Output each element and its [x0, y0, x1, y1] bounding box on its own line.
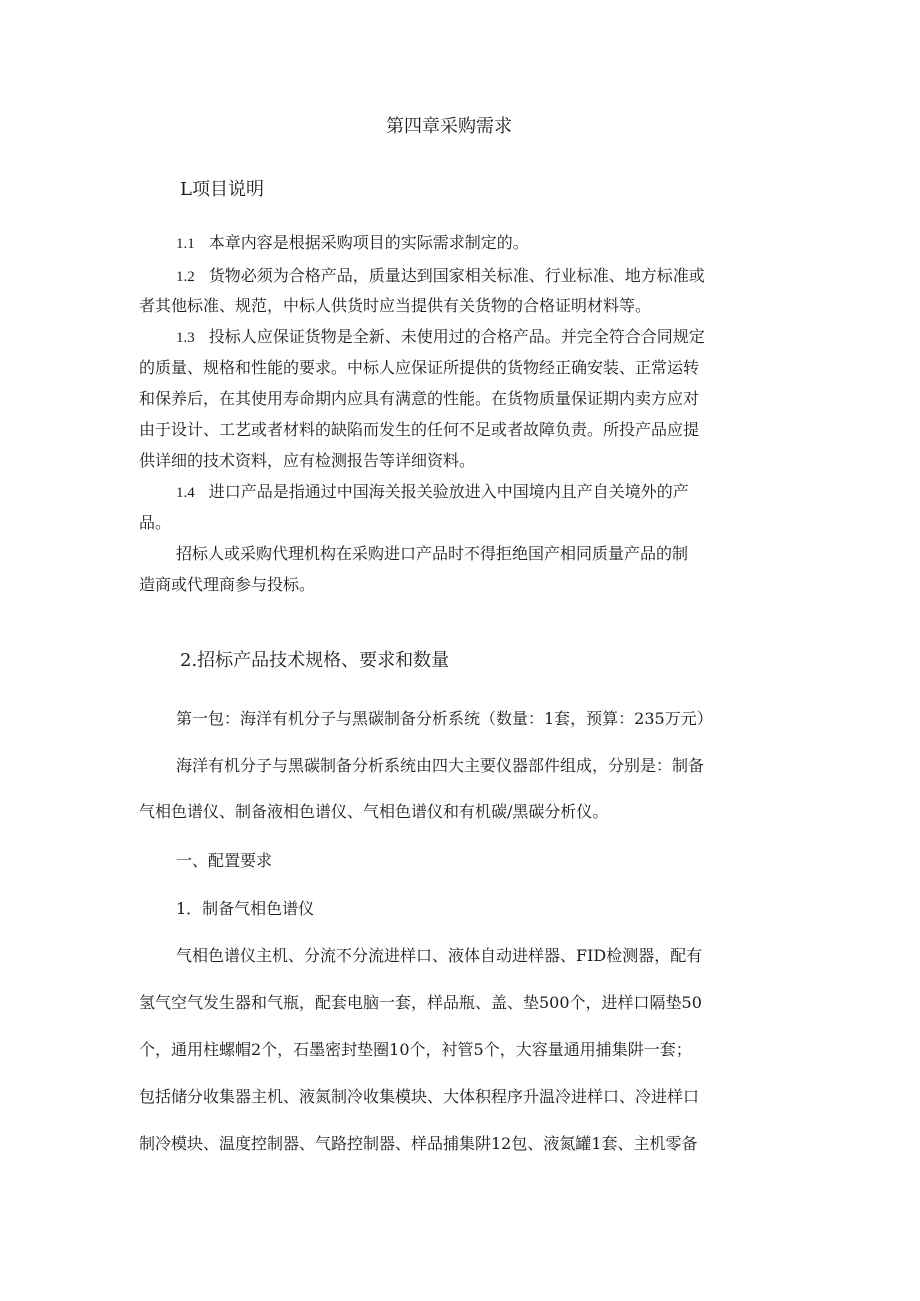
item-text: 进口产品是指通过中国海关报关验放进入中国境内且产自关境外的产	[208, 482, 689, 501]
item-text: 本章内容是根据采购项目的实际需求制定的。	[208, 233, 529, 252]
item-text: 投标人应保证货物是全新、未使用过的合格产品。并完全符合合同规定	[208, 327, 705, 346]
config-subheading: 一、配置要求	[176, 851, 273, 870]
item-number: 1.3	[176, 330, 195, 346]
item-1-4	[176, 482, 689, 503]
package-line: 第一包：海洋有机分子与黑碳制备分析系统（数量：1套，预算：235万元）	[176, 709, 713, 728]
item-text: 货物必须为合格产品，质量达到国家相关标准、行业标准、地方标准或	[208, 266, 705, 285]
config-line: 气相色谱仪主机、分流不分流进样口、液体自动进样器、FID检测器，配有	[176, 946, 703, 965]
item-number: 1.2	[176, 269, 195, 285]
text-line: 和保养后，在其使用寿命期内应具有满意的性能。在货物质量保证期内卖方应对	[139, 389, 700, 408]
text-line: 品。	[139, 513, 172, 532]
intro-line: 气相色谱仪、制备液相色谱仪、气相色谱仪和有机碳/黑碳分析仪。	[139, 802, 609, 821]
text-line: 者其他标准、规范，中标人供货时应当提供有关货物的合格证明材料等。	[139, 296, 652, 315]
config-line: 包括储分收集器主机、液氮制冷收集模块、大体积程序升温冷进样口、冷进样口	[139, 1087, 700, 1106]
config-line: 制冷模块、温度控制器、气路控制器、样品捕集阱12包、液氮罐1套、主机零备	[139, 1134, 698, 1153]
intro-line: 海洋有机分子与黑碳制备分析系统由四大主要仪器部件组成，分别是：制备	[176, 756, 705, 775]
config-line: 个，通用柱螺帽2个，石墨密封垫圈10个，衬管5个，大容量通用捕集阱一套；	[139, 1040, 692, 1059]
item-1-3	[176, 327, 705, 348]
note-line: 招标人或采购代理机构在采购进口产品时不得拒绝国产相同质量产品的制	[176, 544, 689, 563]
note-line: 造商或代理商参与投标。	[139, 575, 316, 594]
item-number: 1.4	[176, 485, 195, 501]
text-line: 供详细的技术资料，应有检测报告等详细资料。	[139, 451, 476, 470]
item-number: 1.1	[176, 236, 195, 252]
section-2-heading: 2.招标产品技术规格、要求和数量	[180, 650, 450, 671]
chapter-title: 第四章采购需求	[386, 116, 512, 137]
item-1-2	[176, 266, 705, 287]
text-line: 由于设计、工艺或者材料的缺陷而发生的任何不足或者故障负责。所投产品应提	[139, 420, 700, 439]
text-line: 的质量、规格和性能的要求。中标人应保证所提供的货物经正确安装、正常运转	[139, 358, 700, 377]
config-line: 氢气空气发生器和气瓶，配套电脑一套，样品瓶、盖、垫500个，进样口隔垫50	[139, 993, 702, 1012]
section-1-heading: L项目说明	[180, 179, 264, 200]
item-title: 1．制备气相色谱仪	[176, 899, 315, 918]
item-1-1	[176, 233, 529, 254]
